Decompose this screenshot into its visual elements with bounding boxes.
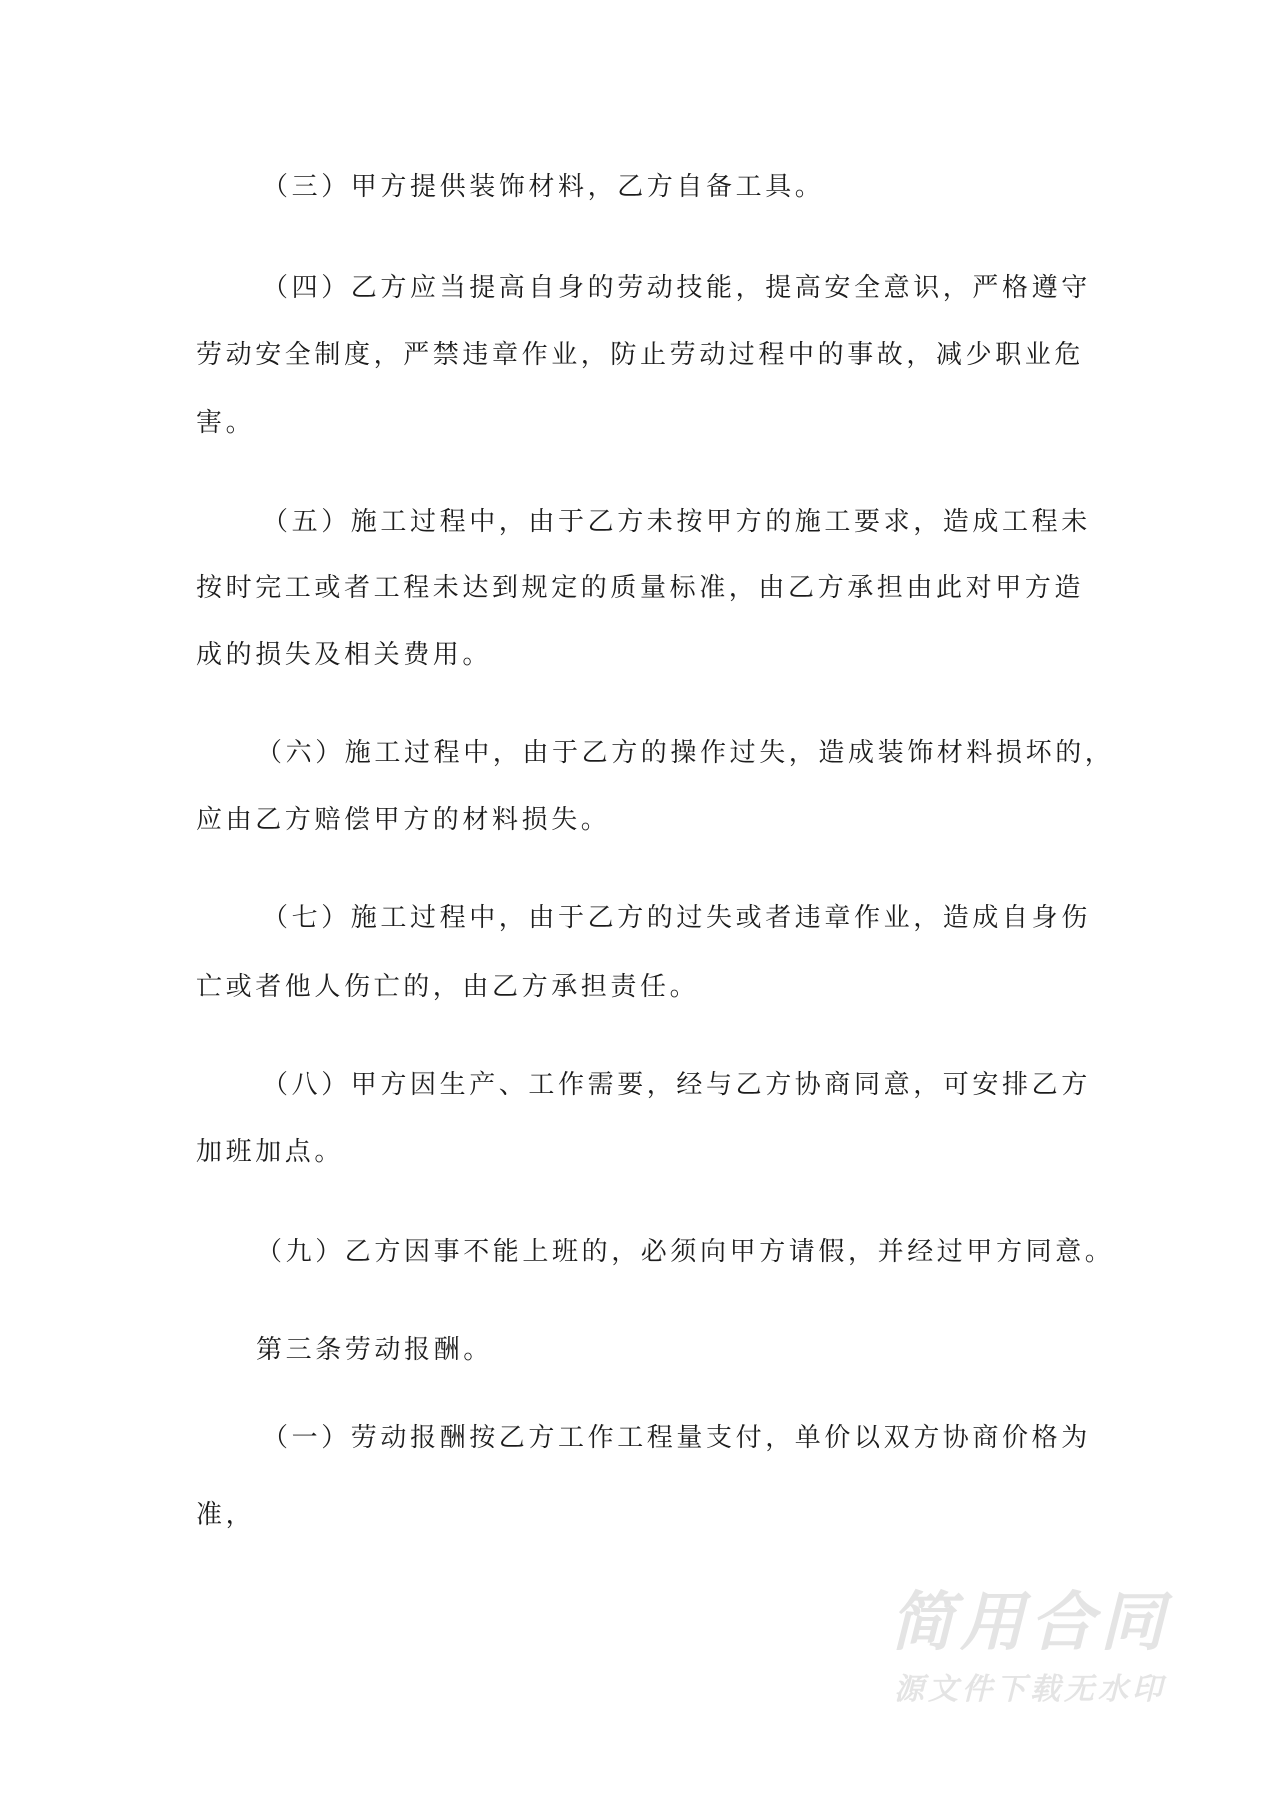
paragraph-item-5-line-3: 成的损失及相关费用。 (196, 640, 493, 670)
watermark-title: 简用合同 (890, 1586, 1170, 1660)
paragraph-item-5-line-2: 按时完工或者工程未达到规定的质量标准，由乙方承担由此对甲方造 (196, 573, 1085, 603)
watermark (880, 1586, 1180, 1707)
article-3-item-1-line-1: （一）劳动报酬按乙方工作工程量支付，单价以双方协商价格为 (262, 1423, 1091, 1453)
paragraph-item-4-line-2: 劳动安全制度，严禁违章作业，防止劳动过程中的事故，减少职业危 (196, 340, 1085, 370)
paragraph-item-8-line-1: （八）甲方因生产、工作需要，经与乙方协商同意，可安排乙方 (262, 1070, 1091, 1100)
paragraph-item-5-line-1: （五）施工过程中，由于乙方未按甲方的施工要求，造成工程未 (262, 507, 1091, 537)
paragraph-item-7-line-2: 亡或者他人伤亡的，由乙方承担责任。 (196, 972, 700, 1002)
paragraph-item-8-line-2: 加班加点。 (196, 1137, 345, 1167)
paragraph-item-7-line-1: （七）施工过程中，由于乙方的过失或者违章作业，造成自身伤 (262, 903, 1091, 933)
watermark-subtitle: 源文件下载无水印 (894, 1672, 1166, 1707)
paragraph-item-4-line-1: （四）乙方应当提高自身的劳动技能，提高安全意识，严格遵守 (262, 273, 1091, 303)
article-3-heading: 第三条劳动报酬。 (256, 1335, 493, 1365)
paragraph-item-3-line-1: （三）甲方提供装饰材料，乙方自备工具。 (262, 172, 825, 202)
paragraph-item-9-line-1: （九）乙方因事不能上班的，必须向甲方请假，并经过甲方同意。 (256, 1237, 1115, 1267)
paragraph-item-6-line-2: 应由乙方赔偿甲方的材料损失。 (196, 805, 611, 835)
paragraph-item-4-line-3: 害。 (196, 408, 256, 438)
paragraph-item-6-line-1: （六）施工过程中，由于乙方的操作过失，造成装饰材料损坏的， (256, 738, 1115, 768)
article-3-item-1-line-2: 准， (196, 1500, 256, 1530)
